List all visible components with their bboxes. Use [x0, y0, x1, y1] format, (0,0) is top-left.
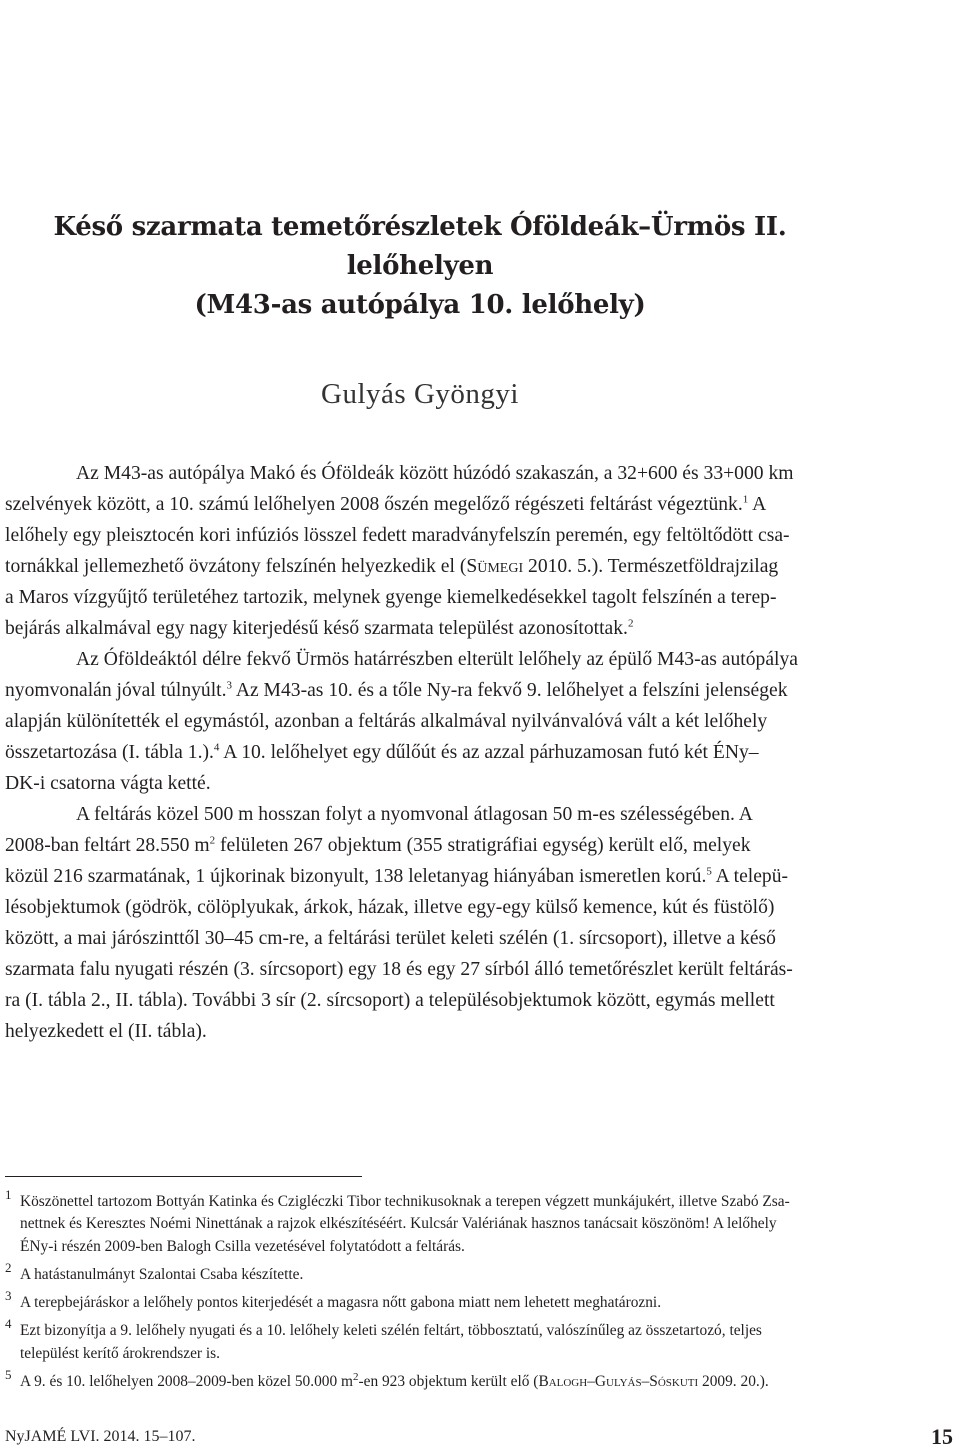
body-line: Az Óföldeáktól délre fekvő Ürmös határrészben elterült lelőhely az épülő M43-as autópálya [76, 649, 798, 670]
footnote-line: A 9. és 10. lelőhelyen 2008–2009-ben közel 50.000 $m^2-en$ 923 objektum került elő (Balogh–Gulyás–Sóskuti 2009. 20.). [20, 1370, 769, 1390]
superscript: 2 [352, 1370, 359, 1383]
body-line: ra (I. tábla 2., II. tábla). További 3 sír (2. sírcsoport) a településobjektumok között, egymás mellett [5, 990, 775, 1011]
footnote-number: 2 [5, 1260, 12, 1275]
body-line: a Maros vízgyűjtő területéhez tartozik, melynek gyenge kiemelkedésekkel tagolt felszínén a terep- [5, 587, 777, 608]
body-line: bejárás alkalmával egy nagy kiterjedésű késő szarmata települést azonosítottak.$^2$ [5, 617, 634, 639]
body-line: DK-i csatorna vágta ketté. [5, 773, 211, 794]
body-line: szelvények között, a 10. számú lelőhelyen 2008 őszén megelőző régészeti feltárást végeztünk.$^1$ A [5, 493, 767, 515]
body-line: Az M43-as autópálya Makó és Óföldeák között húzódó szakaszán, a 32+600 és 33+000 km [76, 463, 794, 484]
body-line: lelőhely egy pleisztocén kori infúziós lösszel fedett maradványfelszín peremén, egy feltöltődött csa- [5, 525, 790, 546]
footnote-number: 4 [5, 1316, 12, 1331]
footnote-line: ÉNy-i részén 2009-ben Balogh Csilla vezetésével folytatódott a feltárás. [20, 1238, 465, 1255]
author-name: Gulyás Gyöngyi [321, 378, 519, 410]
footnote-line: Köszönettel tartozom Bottyán Katinka és Czigléczki Tibor technikusoknak a terepen végzett munkájukért, illetve Szabó Zsa- [20, 1193, 790, 1210]
footnote-ref[interactable]: 4 [213, 741, 220, 754]
body-line: között, a mai járószinttől 30–45 cm-re, a feltárási terület keleti szélén (1. sírcsoport), illetve a késő [5, 928, 776, 949]
footnote-number: 5 [5, 1367, 12, 1382]
superscript: 2 [209, 834, 216, 847]
footnote-line: települést kerítő árokrendszer is. [20, 1345, 221, 1362]
body-line: 2008-ban feltárt 28.550 $m^2$ felületen 267 objektum (355 stratigráfiai egység) került elő, melyek [5, 834, 751, 856]
citation-author: Sümegi [466, 556, 524, 577]
footnote-ref[interactable]: 1 [742, 493, 749, 506]
title-line-2: lelőhelyen [346, 251, 494, 281]
footnote-line: A terepbejáráskor a lelőhely pontos kiterjedését a magasra nőtt gabona miatt nem lehetett meghatározni. [20, 1294, 662, 1311]
footnote-divider [5, 1176, 362, 1177]
footnote-line: nettnek és Keresztes Noémi Ninettának a rajzok elkészítéséért. Kulcsár Valériának hasznos tanácsait köszönöm! A lelőhely [20, 1215, 777, 1232]
body-line: szarmata falu nyugati részén (3. sírcsoport) egy 18 és egy 27 sírból álló temetőrészlet került feltárás- [5, 959, 793, 980]
title-line-3: (M43-as autópálya 10. lelőhely) [194, 290, 646, 320]
journal-reference: NyJAMÉ LVI. 2014. 15–107. [5, 1428, 196, 1445]
footnote-number: 3 [5, 1288, 12, 1303]
body-line: alapján különítették el egymástól, azonban a feltárás alkalmával nyilvánvalóvá vált a két lelőhely [5, 711, 768, 732]
footnote-ref[interactable]: 2 [627, 617, 634, 630]
body-line: nyomvonalán jóval túlnyúlt.$^3$ Az M43-as 10. és a tőle Ny-ra fekvő 9. lelőhelyet a felszíni jelenségek [5, 679, 788, 701]
body-line: közül 216 szarmatának, 1 újkorinak bizonyult, 138 leletanyag hiányában ismeretlen korú.$^5$ A telepü- [5, 865, 789, 887]
title-line-1: Késő szarmata temetőrészletek Óföldeák–Ürmös II. [53, 212, 787, 242]
footnote-ref[interactable]: 3 [226, 679, 232, 692]
body-line: tornákkal jellemezhető övzátony felszínén helyezkedik el (Sümegi 2010. 5.). Természetföldrajzilag [5, 556, 779, 577]
footnote-ref[interactable]: 5 [706, 865, 712, 878]
citation-author: Balogh–Gulyás–Sóskuti [538, 1373, 699, 1390]
body-line: helyezkedett el (II. tábla). [5, 1021, 207, 1042]
body-line: A feltárás közel 500 m hosszan folyt a nyomvonal átlagosan 50 m-es szélességében. A [76, 804, 753, 825]
footnote-number: 1 [5, 1187, 12, 1202]
footnote-line: A hatástanulmányt Szalontai Csaba készítette. [20, 1266, 304, 1283]
body-line: lésobjektumok (gödrök, cölöplyukak, árkok, házak, illetve egy-egy külső kemence, kút és füstölő) [5, 897, 775, 918]
page-number: 15 [931, 1424, 953, 1449]
footnote-line: Ezt bizonyítja a 9. lelőhely nyugati és a 10. lelőhely keleti szélén feltárt, többosztatú, valószínűleg az összetartozó, teljes [20, 1322, 762, 1339]
body-line: összetartozása (I. tábla 1.).$^4$ A 10. lelőhelyet egy dűlőút és az azzal párhuzamosan futó két ÉNy– [5, 741, 759, 763]
